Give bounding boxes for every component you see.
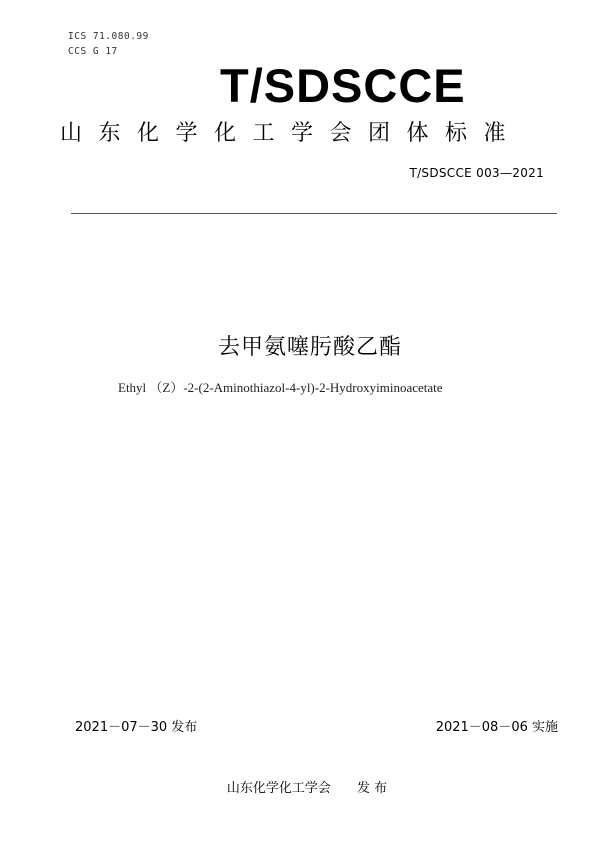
organization-title: 山东化学化工学会团体标准 xyxy=(60,121,523,146)
english-title: Ethyl （Z）-2-(2-Aminothiazol-4-yl)-2-Hydroxyiminoacetate xyxy=(118,380,443,395)
issuer-name: 山东化学化工学会 xyxy=(226,781,331,796)
publish-date: 2021－07－30 发布 xyxy=(75,720,198,735)
ccs-code: CCS G 17 xyxy=(68,46,118,57)
standard-number: T/SDSCCE 003—2021 xyxy=(409,166,544,180)
header-divider xyxy=(71,213,557,214)
classification-codes xyxy=(68,29,149,59)
issuer-action: 发 布 xyxy=(356,781,388,796)
issuer-line xyxy=(0,777,600,796)
ics-code: ICS 71.080.99 xyxy=(68,31,149,42)
chinese-title: 去甲氨噻肟酸乙酯 xyxy=(217,335,402,360)
standard-logo: T/SDSCCE xyxy=(220,59,466,112)
implement-date: 2021－08－06 实施 xyxy=(435,720,558,735)
